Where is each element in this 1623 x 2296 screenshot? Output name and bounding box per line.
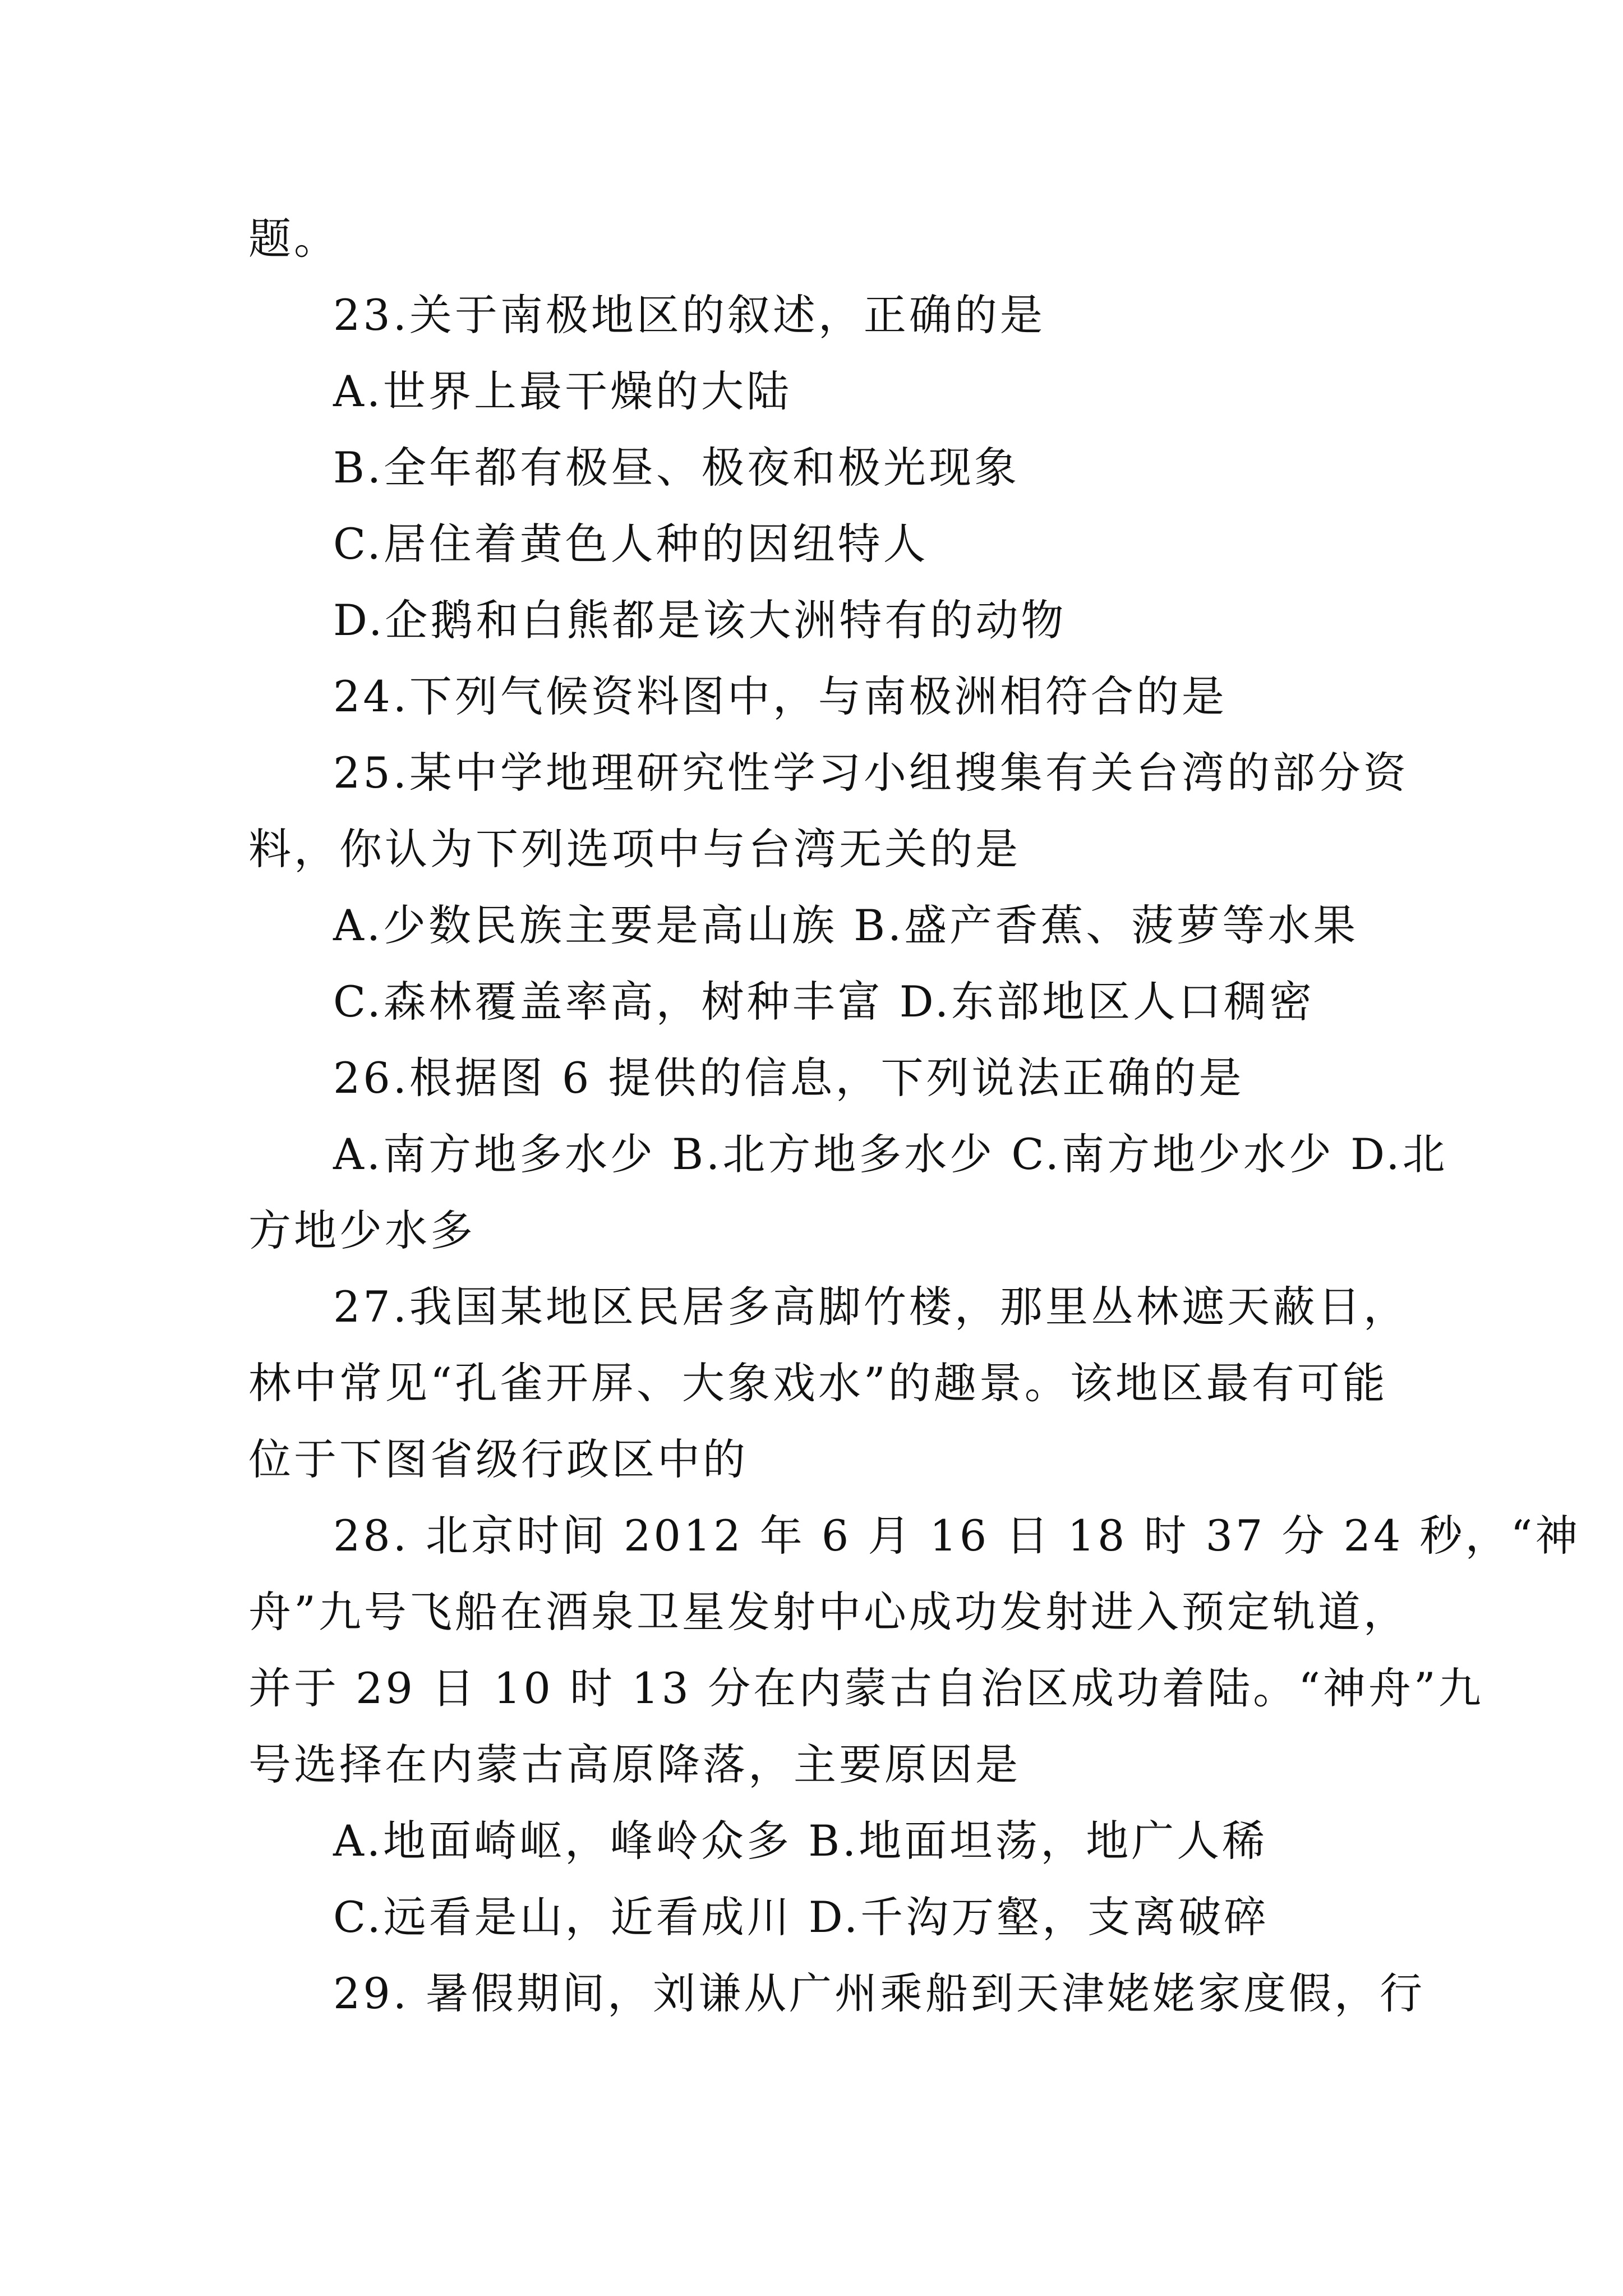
question-26-options-continued: 方地少水多 [248,1205,476,1255]
question-23: 23.关于南极地区的叙述，正确的是 [333,290,1045,340]
question-27-continued-1: 林中常见“孔雀开屏、大象戏水”的趣景。该地区最有可能 [248,1358,1388,1408]
question-28-options-ab: A.地面崎岖，峰岭众多 B.地面坦荡，地广人稀 [333,1816,1268,1866]
question-26-options: A.南方地多水少 B.北方地多水少 C.南方地少水少 D.北 [333,1129,1448,1179]
question-25: 25.某中学地理研究性学习小组搜集有关台湾的部分资 [333,748,1409,798]
text-line-continuation: 题。 [248,214,339,264]
question-28-continued-1: 舟”九号飞船在酒泉卫星发射中心成功发射进入预定轨道， [248,1587,1409,1637]
question-23-option-b: B.全年都有极昼、极夜和极光现象 [333,443,1020,493]
question-23-option-a: A.世界上最干燥的大陆 [333,366,792,416]
question-29: 29. 暑假期间，刘谦从广州乘船到天津姥姥家度假，行 [333,1968,1426,2018]
question-25-continued: 料，你认为下列选项中与台湾无关的是 [248,824,1021,874]
question-28-options-cd: C.远看是山，近看成川 D.千沟万壑，支离破碎 [333,1892,1270,1942]
question-26: 26.根据图 6 提供的信息，下列说法正确的是 [333,1053,1244,1103]
question-24: 24.下列气候资料图中，与南极洲相符合的是 [333,671,1227,721]
question-28-continued-2: 并于 29 日 10 时 13 分在内蒙古自治区成功着陆。“神舟”九 [248,1663,1484,1713]
question-23-option-d: D.企鹅和白熊都是该大洲特有的动物 [333,595,1067,645]
question-25-options-ab: A.少数民族主要是高山族 B.盛产香蕉、菠萝等水果 [333,900,1359,950]
question-23-option-c: C.居住着黄色人种的因纽特人 [333,519,929,569]
question-27-continued-2: 位于下图省级行政区中的 [248,1434,748,1484]
question-27: 27.我国某地区民居多高脚竹楼，那里丛林遮天蔽日， [333,1282,1409,1332]
question-25-options-cd: C.森林覆盖率高，树种丰富 D.东部地区人口稠密 [333,977,1315,1027]
question-28-continued-3: 号选择在内蒙古高原降落，主要原因是 [248,1740,1021,1789]
question-28: 28. 北京时间 2012 年 6 月 16 日 18 时 37 分 24 秒，“神 [333,1511,1581,1561]
